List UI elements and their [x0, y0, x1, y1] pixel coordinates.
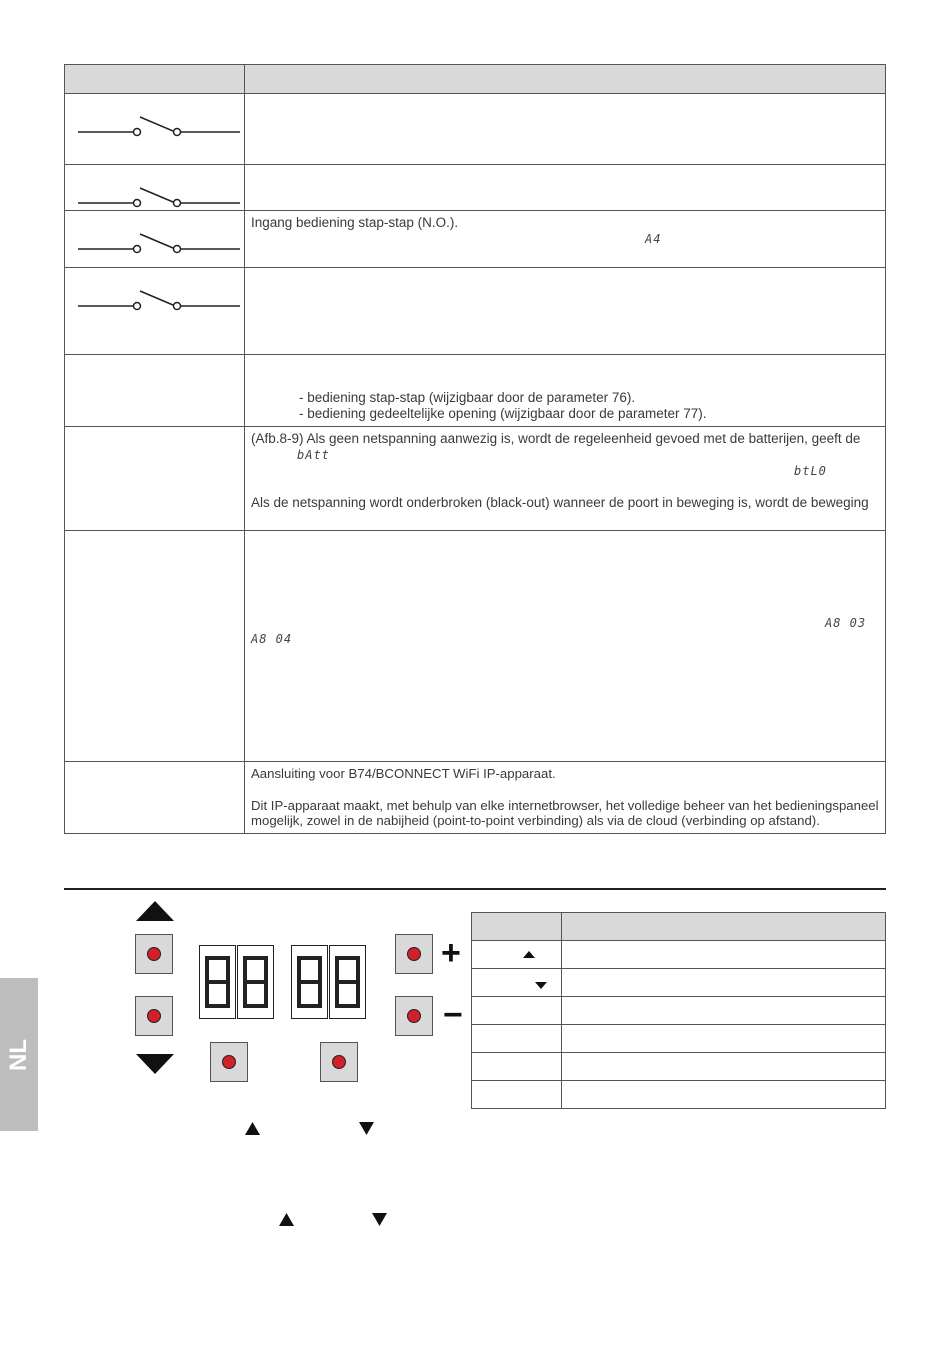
- plus-button[interactable]: [395, 934, 433, 974]
- list-item: - bediening stap-stap (wijzigbaar door de parameter 76).: [299, 390, 636, 405]
- display-code: A4: [645, 232, 662, 246]
- description-cell: [245, 762, 886, 834]
- description-cell: [245, 268, 886, 355]
- table-row: [65, 355, 886, 427]
- language-label: NL: [5, 1038, 32, 1071]
- description-cell: [245, 165, 886, 211]
- header-cell-description: [245, 65, 886, 94]
- switch-cell: [65, 211, 245, 268]
- table-row: [65, 165, 886, 211]
- terminal-cell: [65, 427, 245, 531]
- function-cell: [562, 1025, 886, 1053]
- switch-icon: [70, 165, 240, 209]
- table-row: [472, 1081, 886, 1109]
- table-row: [472, 1025, 886, 1053]
- seven-segment-display: [329, 945, 366, 1019]
- terminal-cell: [65, 355, 245, 427]
- arrow-down-icon: [359, 1122, 374, 1135]
- bconnect-title: Aansluiting voor B74/BCONNECT WiFi IP-apparaat.: [251, 766, 556, 781]
- function-cell: [562, 1053, 886, 1081]
- table-row: [65, 531, 886, 762]
- key-cell: [472, 1025, 562, 1053]
- key-table: [471, 912, 886, 1109]
- switch-icon: [70, 211, 240, 265]
- table-row: [65, 268, 886, 355]
- key-cell: [472, 969, 562, 997]
- arrow-down-icon: [535, 982, 547, 989]
- description-cell: [245, 355, 886, 427]
- minus-sign: −: [443, 996, 463, 1034]
- table-row: [472, 997, 886, 1025]
- blackout-text: Als de netspanning wordt onderbroken (black-out) wanneer de poort in beweging is, wordt de beweging: [251, 495, 869, 510]
- seven-segment-display: [199, 945, 236, 1019]
- key-cell: [472, 1081, 562, 1109]
- header-cell-function: [562, 913, 886, 941]
- left-bottom-button[interactable]: [210, 1042, 248, 1082]
- plus-sign: +: [441, 934, 461, 972]
- up-button[interactable]: [135, 934, 173, 974]
- switch-cell: [65, 165, 245, 211]
- list-item: - bediening gedeeltelijke opening (wijzigbaar door de parameter 77).: [299, 406, 707, 421]
- key-cell: [472, 997, 562, 1025]
- table-row: [65, 211, 886, 268]
- terminal-table: [64, 64, 886, 834]
- table-row: [65, 762, 886, 834]
- terminal-cell: [65, 531, 245, 762]
- key-table-header: [472, 913, 886, 941]
- display-code: A8 04: [251, 632, 293, 646]
- key-cell: [472, 1053, 562, 1081]
- switch-cell: [65, 268, 245, 355]
- description-cell: [245, 427, 886, 531]
- description-cell: [245, 211, 886, 268]
- seven-segment-display: [291, 945, 328, 1019]
- function-cell: [562, 941, 886, 969]
- table-row: [65, 94, 886, 165]
- table-row: [472, 969, 886, 997]
- display-code: btL0: [794, 464, 827, 478]
- function-cell: [562, 969, 886, 997]
- table-row: [65, 427, 886, 531]
- arrow-up-icon: [279, 1213, 294, 1226]
- switch-icon: [70, 268, 240, 330]
- terminal-cell: [65, 762, 245, 834]
- function-cell: [562, 1081, 886, 1109]
- switch-icon: [70, 94, 240, 162]
- language-tab: [0, 978, 38, 1131]
- step-step-input-label: Ingang bediening stap-stap (N.O.).: [251, 215, 459, 230]
- arrow-down-icon: [372, 1213, 387, 1226]
- arrow-up-icon: [245, 1122, 260, 1135]
- button-dot-icon: [332, 1055, 346, 1069]
- battery-text: (Afb.8-9) Als geen netspanning aanwezig is, wordt de regeleenheid gevoed met de batterijen, geeft de: [251, 431, 861, 446]
- display-code: bAtt: [297, 448, 330, 462]
- function-cell: [562, 997, 886, 1025]
- button-dot-icon: [407, 947, 421, 961]
- button-dot-icon: [407, 1009, 421, 1023]
- down-button[interactable]: [135, 996, 173, 1036]
- table-row: [472, 1053, 886, 1081]
- bconnect-text-2: mogelijk, zowel in de nabijheid (point-to-point verbinding) als via de cloud (verbinding op afstand).: [251, 813, 820, 828]
- display-code: A8 03: [825, 616, 867, 630]
- arrow-down-icon: [136, 1053, 174, 1075]
- button-dot-icon: [147, 1009, 161, 1023]
- bconnect-text-1: Dit IP-apparaat maakt, met behulp van elke internetbrowser, het volledige beheer van het bedieningspaneel: [251, 798, 879, 813]
- description-cell: [245, 94, 886, 165]
- arrow-up-icon: [136, 900, 174, 922]
- header-cell-terminal: [65, 65, 245, 94]
- section-divider: [64, 888, 886, 890]
- button-dot-icon: [147, 947, 161, 961]
- seven-segment-display: [237, 945, 274, 1019]
- arrow-up-icon: [523, 951, 535, 958]
- switch-cell: [65, 94, 245, 165]
- key-cell: [472, 941, 562, 969]
- table-row: [472, 941, 886, 969]
- description-cell: [245, 531, 886, 762]
- minus-button[interactable]: [395, 996, 433, 1036]
- right-bottom-button[interactable]: [320, 1042, 358, 1082]
- table-header-row: [65, 65, 886, 94]
- button-dot-icon: [222, 1055, 236, 1069]
- header-cell-key: [472, 913, 562, 941]
